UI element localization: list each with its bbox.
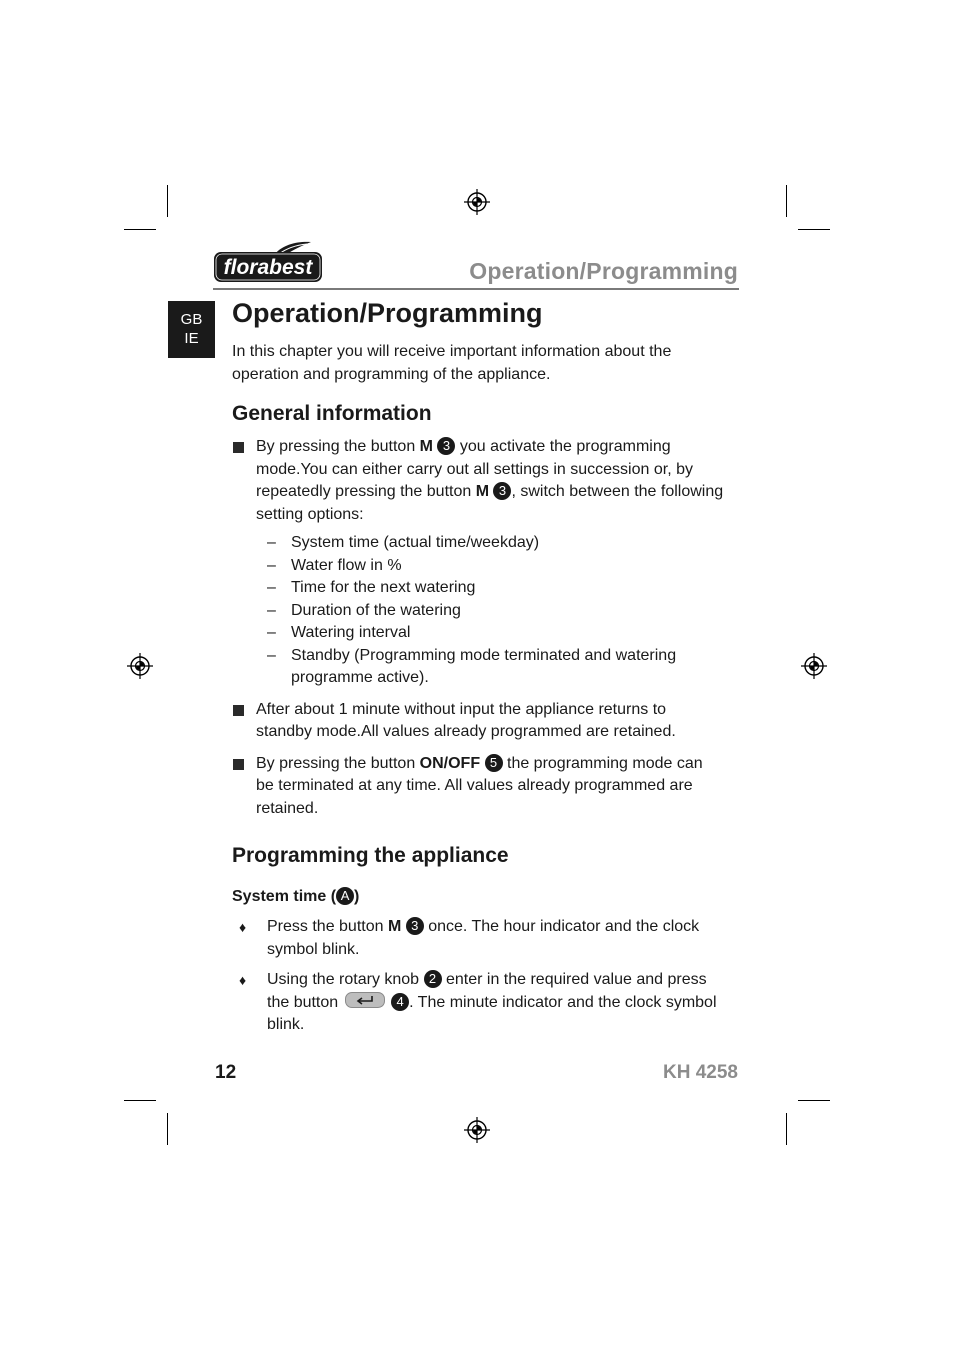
square-bullet-icon	[233, 759, 244, 770]
registration-mark-icon	[801, 653, 827, 679]
list-item: – Standby (Programming mode terminated and watering programme active).	[267, 646, 677, 686]
step-press-m: ♦ Press the button M 3 once. The hour indicator and the clock symbol blink.	[239, 918, 700, 958]
diamond-bullet-icon: ♦	[239, 972, 247, 988]
programming-heading: Programming the appliance	[232, 844, 509, 867]
step-rotary-knob: ♦ Using the rotary knob 2 enter in the required value and press the button 4 . The minute indicator and the clock symbol blink.	[239, 971, 717, 1033]
list-item: – Water flow in %	[267, 556, 402, 574]
bullet-programming-mode: By pressing the button M 3 you activate the programming mode.You can either carry out all settings in succession or, by repeatedly pressing the button M 3 , switch between the following setting options: – System time (actual time/weekday) – Water flow in % – Time for the next watering – Duration of the watering – Watering interval – Standby (Programming mode terminated and watering programme active).	[232, 436, 724, 690]
list-item: – Watering interval	[267, 624, 411, 641]
diamond-bullet-icon: ♦	[239, 919, 247, 935]
header-rule	[213, 288, 739, 290]
page-title: Operation/Programming	[232, 298, 543, 328]
page-number: 12	[215, 1062, 237, 1083]
logo-text: florabest	[223, 256, 313, 279]
language-tab	[168, 301, 215, 358]
enter-button-icon	[345, 992, 385, 1008]
callout-number: 3	[437, 437, 455, 455]
callout-number: 2	[424, 970, 442, 988]
button-m-label: M	[419, 438, 433, 455]
callout-number: 5	[485, 754, 503, 772]
crop-mark	[798, 229, 830, 230]
florabest-logo	[213, 240, 323, 284]
callout-number: 3	[493, 482, 511, 500]
callout-letter: A	[336, 887, 354, 905]
programming-steps	[232, 916, 724, 1037]
registration-mark-icon	[127, 653, 153, 679]
crop-mark	[786, 185, 787, 217]
general-bullet-list	[232, 436, 724, 820]
callout-number: 4	[391, 993, 409, 1011]
system-time-subheading: System time ( A )	[232, 888, 360, 905]
registration-mark-icon	[464, 1117, 490, 1143]
bullet-standby-return: After about 1 minute without input the appliance returns to standby mode.All values already programmed are retained.	[232, 699, 724, 744]
general-information-heading: General information	[232, 402, 432, 425]
model-number: KH 4258	[663, 1062, 738, 1083]
list-item: – System time (actual time/weekday)	[267, 534, 540, 551]
callout-number: 3	[406, 917, 424, 935]
square-bullet-icon	[233, 442, 244, 453]
button-m-label: M	[387, 918, 402, 935]
crop-mark	[167, 185, 168, 217]
bullet-on-off: By pressing the button ON/OFF 5 the programming mode can be terminated at any time. All values already programmed are retained.	[232, 753, 724, 821]
running-head: Operation/Programming	[469, 258, 738, 284]
crop-mark	[167, 1113, 168, 1145]
setting-options-list	[256, 532, 724, 690]
button-on-off-label: ON/OFF	[419, 754, 481, 772]
language-code-gb: GB	[180, 311, 203, 328]
crop-mark	[124, 1100, 156, 1101]
crop-mark	[124, 229, 156, 230]
intro-paragraph: In this chapter you will receive important information about the operation and programming of the appliance.	[232, 343, 672, 383]
page-content	[232, 296, 724, 1045]
registration-mark-icon	[464, 189, 490, 215]
square-bullet-icon	[233, 705, 244, 716]
language-code-ie: IE	[184, 330, 199, 347]
crop-mark	[798, 1100, 830, 1101]
list-item: – Duration of the watering	[267, 601, 461, 619]
button-m-label: M	[475, 483, 490, 500]
list-item: – Time for the next watering	[267, 579, 476, 596]
crop-mark	[786, 1113, 787, 1145]
